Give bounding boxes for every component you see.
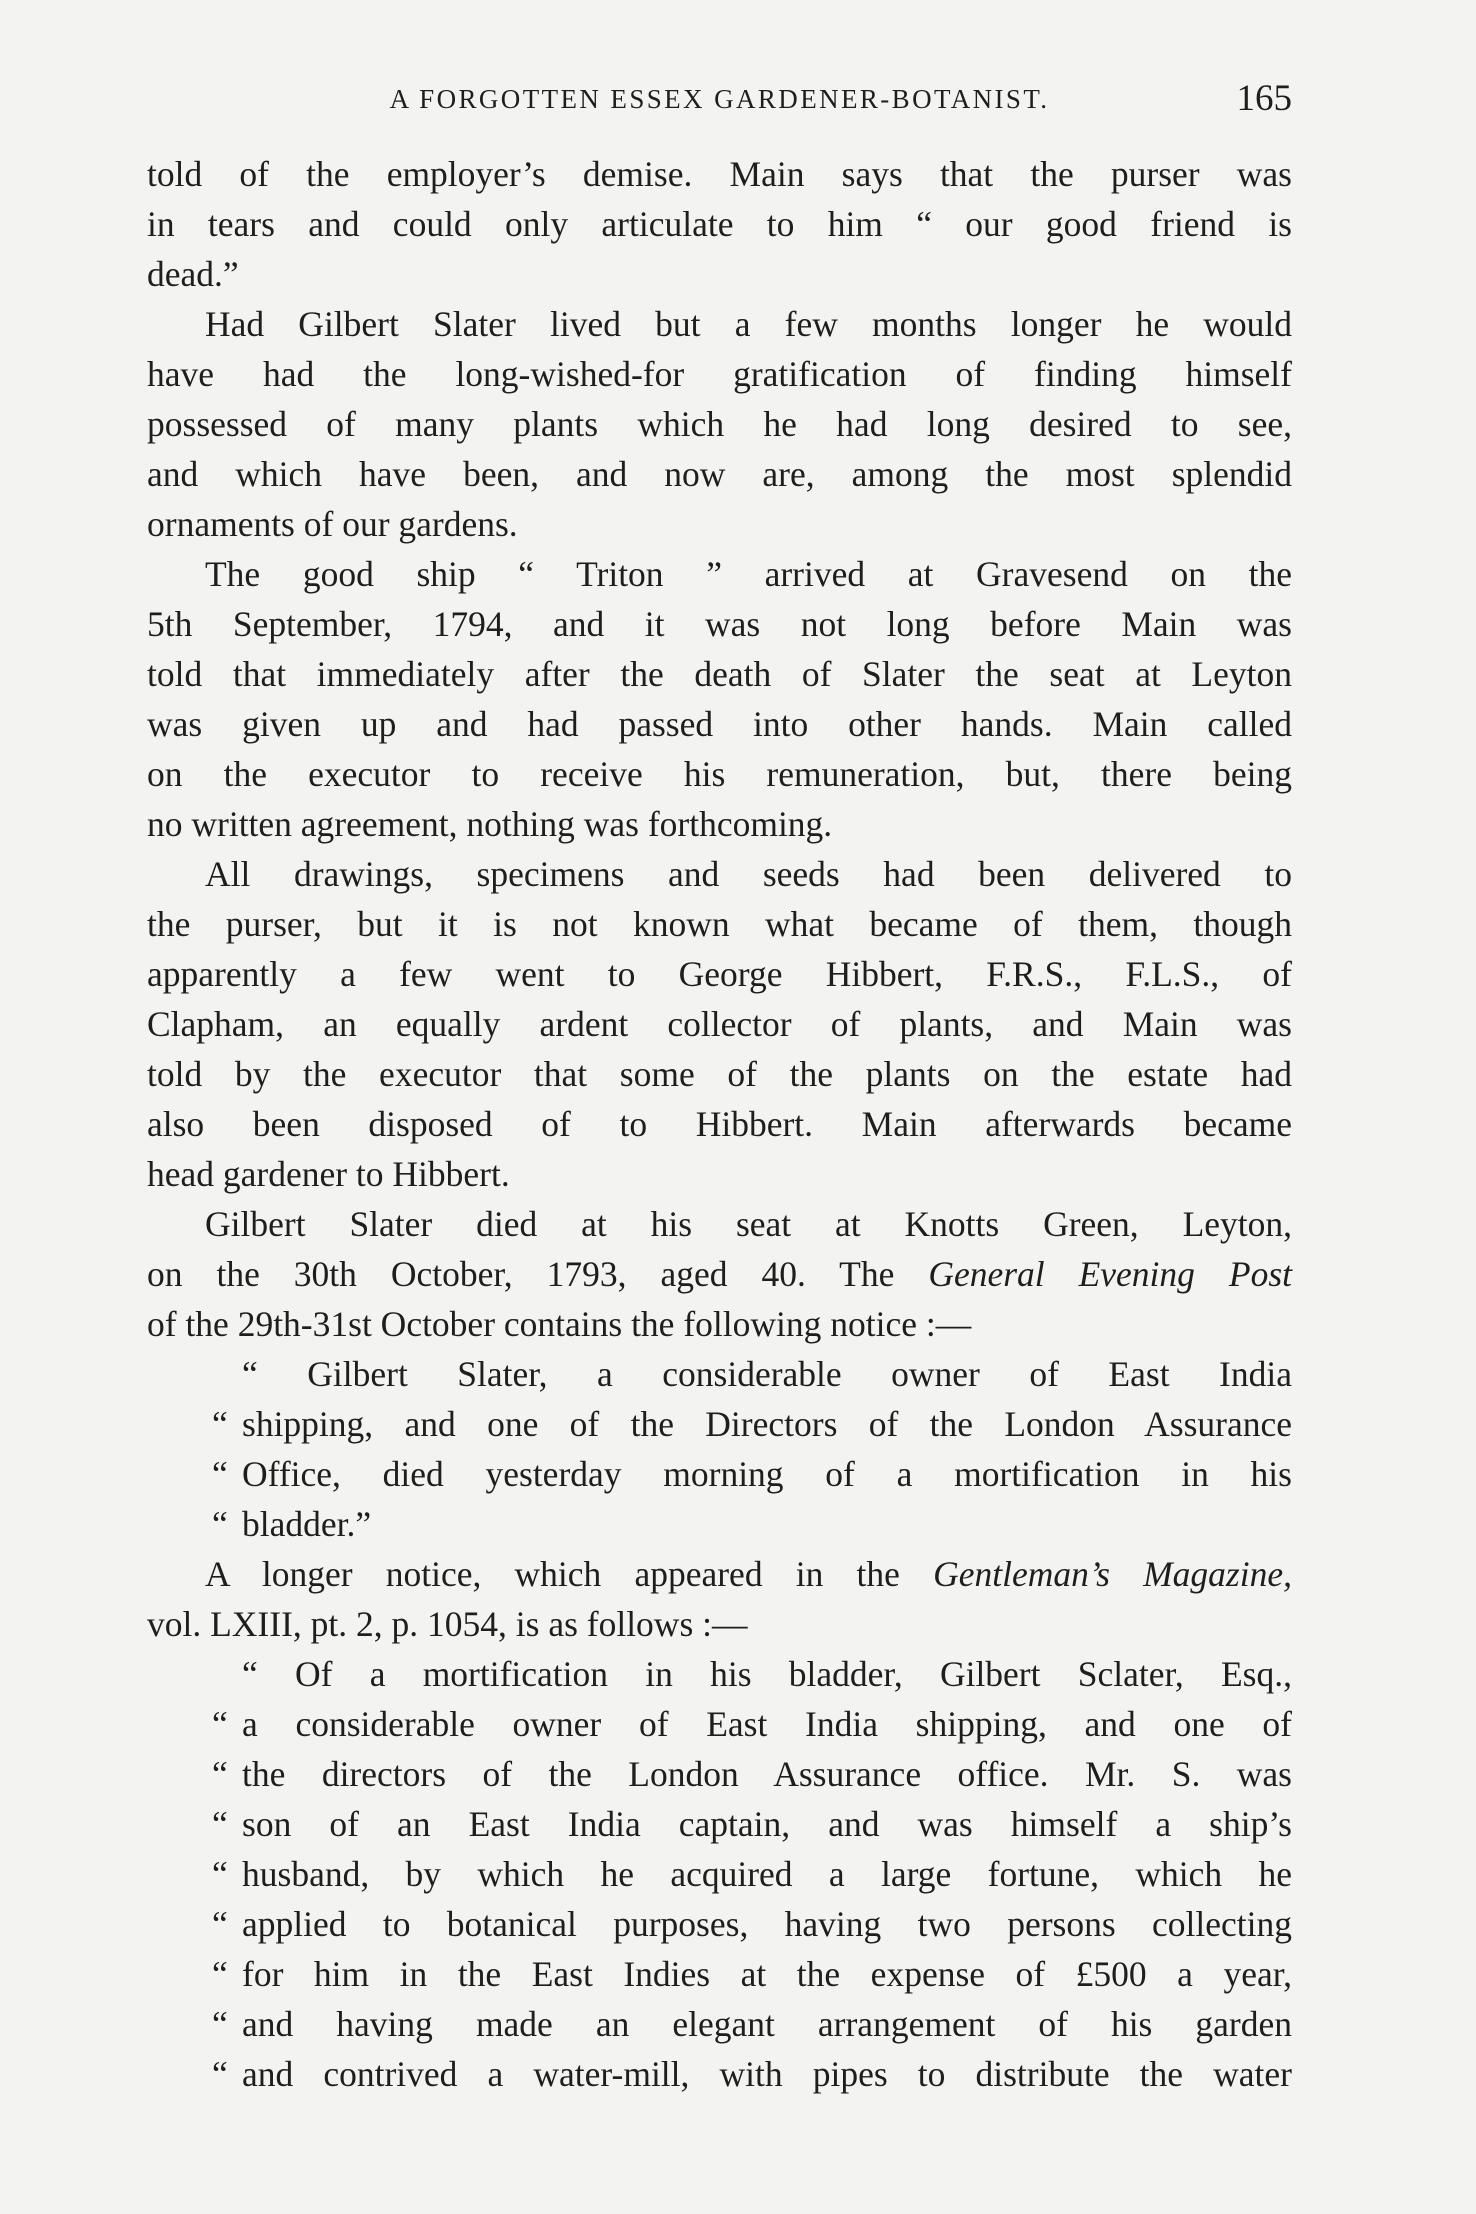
text-segment: A longer notice, which appeared in the xyxy=(205,1554,900,1594)
text-segment: on the 30th October, 1793, aged 40. The xyxy=(147,1254,895,1294)
text-line: apparently a few went to George Hibbert, F.R.S., F.L.S., of xyxy=(147,954,1292,994)
page-number: 165 xyxy=(1236,78,1292,119)
text-segment: son of an East India captain, and was himself a ship’s xyxy=(242,1804,1292,1844)
text-segment: Office, died yesterday morning of a mortification in his xyxy=(242,1454,1292,1494)
text-line: Had Gilbert Slater lived but a few months longer he would xyxy=(205,304,1292,344)
text-line: in tears and could only articulate to him “ our good friend is xyxy=(147,204,1292,244)
text-line: Clapham, an equally ardent collector of plants, and Main was xyxy=(147,1004,1292,1044)
quote-mark: “ xyxy=(212,1904,228,1944)
quote-line xyxy=(147,1799,1292,1849)
quote-line xyxy=(147,1849,1292,1899)
quote-mark: “ xyxy=(212,1704,228,1744)
quote-line xyxy=(147,1899,1292,1949)
text-line: The good ship “ Triton ” arrived at Gravesend on the xyxy=(205,554,1292,594)
text-segment: the directors of the London Assurance office. Mr. S. was xyxy=(242,1754,1292,1794)
quote-mark: “ xyxy=(212,1754,228,1794)
text-segment: husband, by which he acquired a large fortune, which he xyxy=(242,1854,1292,1894)
text-segment: a considerable owner of East India shipping, and one of xyxy=(242,1704,1292,1744)
quote-line xyxy=(147,1949,1292,1999)
italic-title: Gentleman’s Magazine, xyxy=(933,1554,1292,1594)
quote-line xyxy=(147,1449,1292,1499)
quote-line xyxy=(147,1999,1292,2049)
text-line xyxy=(147,1249,1292,1299)
quote-line xyxy=(147,1399,1292,1449)
quote-line xyxy=(147,2049,1292,2099)
text-line: All drawings, specimens and seeds had been delivered to xyxy=(205,854,1292,894)
text-line: possessed of many plants which he had long desired to see, xyxy=(147,404,1292,444)
text-line: told that immediately after the death of Slater the seat at Leyton xyxy=(147,654,1292,694)
quote-mark: “ xyxy=(212,1804,228,1844)
quote-mark: “ xyxy=(212,1854,228,1894)
text-line: also been disposed of to Hibbert. Main afterwards became xyxy=(147,1104,1292,1144)
quote-mark: “ xyxy=(212,2004,228,2044)
text-segment: bladder.” xyxy=(242,1504,372,1544)
text-line: the purser, but it is not known what became of them, though xyxy=(147,904,1292,944)
text-line xyxy=(147,1549,1292,1599)
quote-line: “ Gilbert Slater, a considerable owner of East India xyxy=(242,1354,1292,1394)
quote-mark: “ xyxy=(212,1504,228,1544)
text-line: ornaments of our gardens. xyxy=(147,504,518,544)
quote-mark: “ xyxy=(212,1404,228,1444)
text-line: on the executor to receive his remuneration, but, there being xyxy=(147,754,1292,794)
text-line: no written agreement, nothing was forthcoming. xyxy=(147,804,833,844)
body-text xyxy=(147,149,1292,2099)
quote-line: “ Of a mortification in his bladder, Gilbert Sclater, Esq., xyxy=(242,1654,1292,1694)
text-line: dead.” xyxy=(147,254,239,294)
quote-mark: “ xyxy=(212,1954,228,1994)
text-line: was given up and had passed into other hands. Main called xyxy=(147,704,1292,744)
text-line: have had the long-wished-for gratification of finding himself xyxy=(147,354,1292,394)
text-segment: and contrived a water-mill, with pipes to distribute the water xyxy=(242,2054,1292,2094)
quote-mark: “ xyxy=(212,2054,228,2094)
text-line: told of the employer’s demise. Main says that the purser was xyxy=(147,154,1292,194)
text-line: and which have been, and now are, among the most splendid xyxy=(147,454,1292,494)
text-line: told by the executor that some of the plants on the estate had xyxy=(147,1054,1292,1094)
text-line: vol. LXIII, pt. 2, p. 1054, is as follows :— xyxy=(147,1604,748,1644)
text-line: head gardener to Hibbert. xyxy=(147,1154,510,1194)
text-segment: shipping, and one of the Directors of the London Assurance xyxy=(242,1404,1292,1444)
italic-title: General Evening Post xyxy=(928,1254,1292,1294)
quote-line xyxy=(147,1499,1292,1549)
quote-mark: “ xyxy=(212,1454,228,1494)
text-segment: and having made an elegant arrangement of his garden xyxy=(242,2004,1292,2044)
quote-line xyxy=(147,1699,1292,1749)
text-segment: for him in the East Indies at the expense of £500 a year, xyxy=(242,1954,1292,1994)
text-line: Gilbert Slater died at his seat at Knotts Green, Leyton, xyxy=(205,1204,1292,1244)
running-title: A FORGOTTEN ESSEX GARDENER-BOTANIST. xyxy=(389,84,1050,114)
text-line: 5th September, 1794, and it was not long before Main was xyxy=(147,604,1292,644)
text-line: of the 29th-31st October contains the following notice :— xyxy=(147,1304,972,1344)
running-head xyxy=(147,74,1292,124)
text-segment: applied to botanical purposes, having two persons collecting xyxy=(242,1904,1292,1944)
quote-line xyxy=(147,1749,1292,1799)
